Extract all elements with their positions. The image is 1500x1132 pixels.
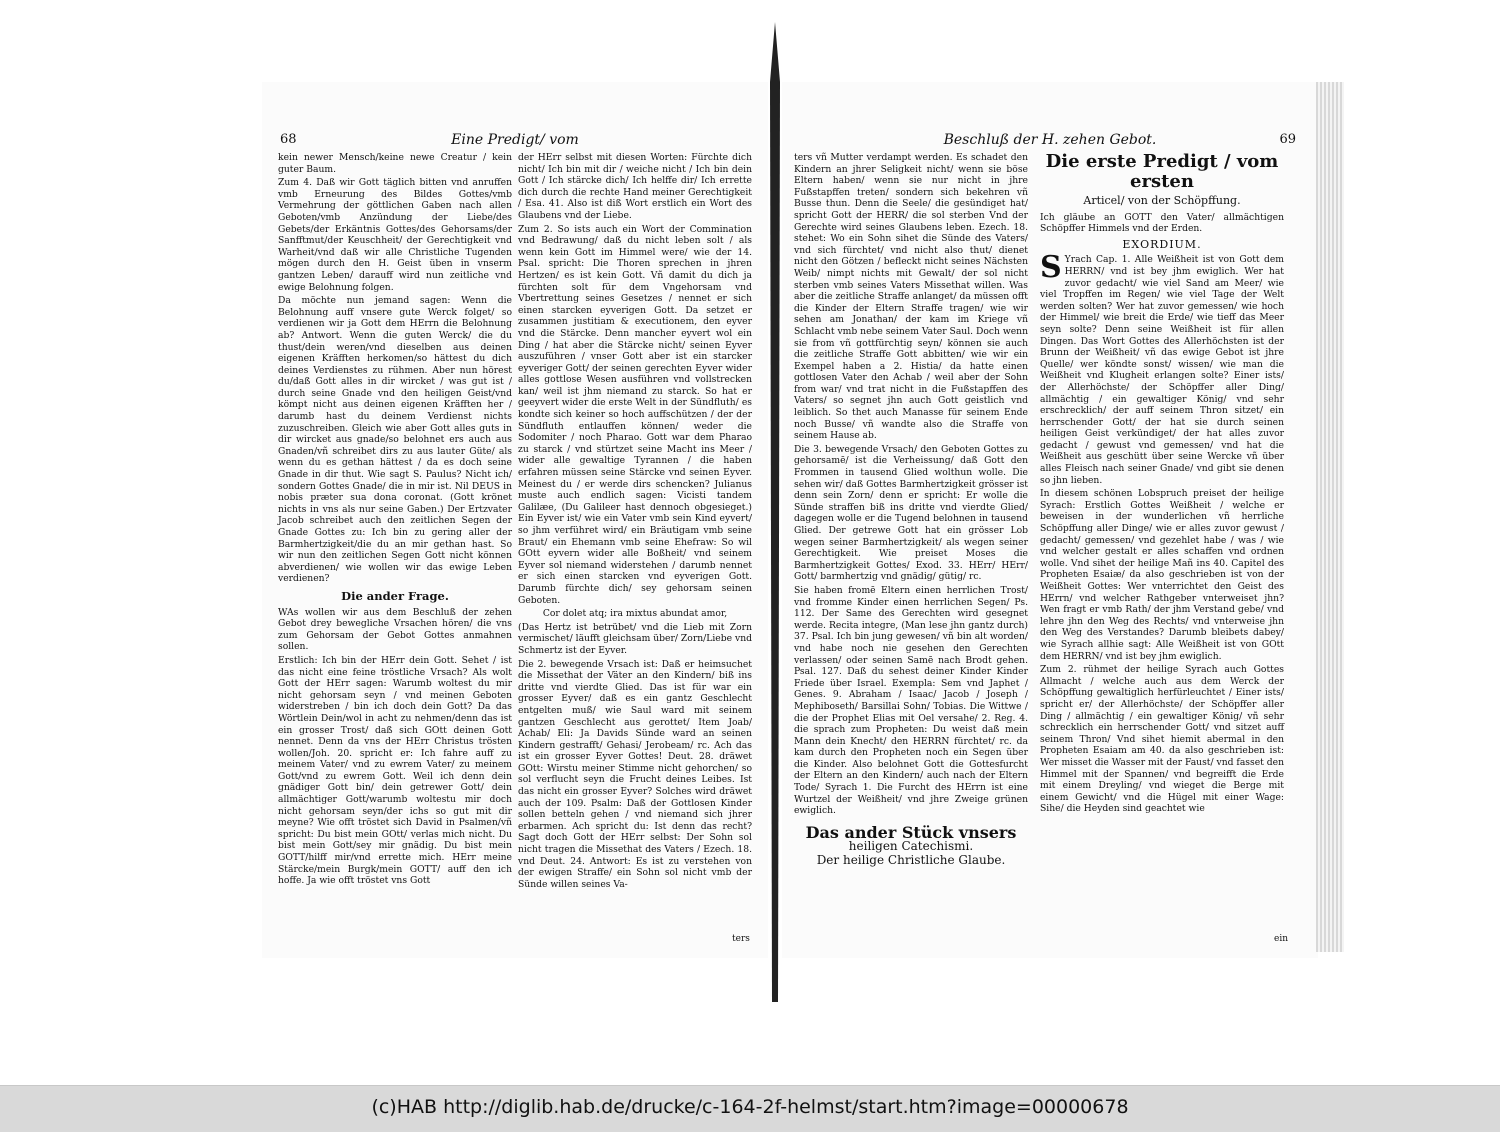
book-spread	[262, 82, 1344, 958]
drop-cap: S	[1040, 250, 1062, 286]
section-heading: Die ander Frage.	[341, 588, 449, 603]
paragraph: ters vñ Mutter verdampt werden. Es schadet den Kindern an jhrer Seligkeit nicht/ wenn sie böse Eltern haben/ wenn sie nur nicht in jhre Fußstapffen treten/ sondern sich bekehren vñ Busse thun. Denn die Seele/ die gesündiget hat/ spricht Gott der HERR/ die sol sterben Vnd der Gerechte wird seines Glaubens leben. Ezech. 18. stehet: Wo ein Sohn sihet die Sünde des Vaters/ vnd sich fürchtet/ vnd nicht also thut/ dienet nicht den Götzen / befleckt nicht seines Nächsten Weib/ nimpt nichts mit Gewalt/ der sol nicht sterben vmb seines Vaters Missethat willen. Was aber die zeitliche Straffe anlanget/ da müssen offt die Kinder der Eltern Straffe tragen/ wie wir sehen am Jonathan/ der kam im Kriege vñ Schlacht vmb nebe seinem Vater Saul. Doch wenn sie from vñ gottfürchtig seyn/ können sie auch die zeitliche Straffe Gott abbitten/ wie wir ein Exempel haben a 2. Histia/ da hatte einen gottlosen Vater den Achab / weil aber der Sohn from war/ vnd trat nicht in die Fußstapffen des Vaters/ so segnet jhn auch Gott geistlich vnd leiblich. So thet auch Manasse für seinem Ende noch Busse/ vñ wandte also die Straffe von seinem Hause ab.	[794, 152, 1029, 442]
paragraph: Die 3. bewegende Vrsach/ den Geboten Gottes zu gehorsamē/ ist die Verheissung/ daß Gott den Frommen in tausend Glied wolthun wolle. Die sehen wir/ daß Gottes Barmhertzigkeit grösser ist denn sein Zorn/ denn er spricht: Er wolle die Sünde straffen biß ins dritte vnd vierdte Glied/ dagegen wolle er die Tugend belohnen in tausend Glied. Der getrewe Gott hat ein grösser Lob wegen seiner Barmhertzigkeit/ als wegen seiner Gerechtigkeit. Wie preiset Moses die Barmhertzigkeit Gottes/ Exod. 33. HErr/ HErr/ Gott/ barmhertzig vnd gnädig/ gütig/ rc.	[794, 443, 1028, 583]
sermon-title: Die erste Predigt / vom ersten	[1045, 151, 1279, 192]
section-title: Das ander Stück vnsers	[805, 822, 1017, 842]
catchword: ein	[1274, 934, 1289, 944]
left-column-2	[518, 152, 752, 892]
book-spine	[767, 22, 783, 1002]
creed-lead: Ich gläube an GOTT den Vater/ allmächtigen Schöpffer Himmels vnd der Erden.	[1040, 211, 1284, 235]
paragraph: Da möchte nun jemand sagen: Wenn die Belohnung auff vnsere gute Werck folget/ so verdienen wir ja Gott dem HErrn die Belohnung ab? Antwort. Wenn die guten Werck/ die du thust/dein weren/vnd dieselben aus deinen eigenen Kräfften herkomen/so hättest du dich deines Verdienstes zu rühmen. Aber nun hörest du/daß Gott alles in dir wircket / was gut ist / durch seine Gnade vnd den heiligen Geist/vnd kömpt nicht aus deinen eigenen Kräfften her / darumb hast du deinem Verdienst nichts zuzuschreiben. Gleich wie aber Gott alles guts in dir wircket aus gnade/so belohnet ers auch aus Gnaden/vñ schreibet dirs zu aus lauter Güte/ als wenn du es gethan hättest / da es doch seine Gnade in dir thut. Wie sagt S. Paulus? Nicht ich/ sondern Gottes Gnade/ die in mir ist. Nil DEUS in nobis præter sua dona coronat. (Gott krönet nichts in vns als nur seine Gaben.) Der Ertzvater Jacob schreibet auch den zeitlichen Segen der Gnade Gottes zu: Ich bin zu gering aller der Barmhertzigkeit/die du an mir gethan hast. So wir nun den zeitlichen Segen Gott nicht können abverdienen/ wie wollen wir das ewige Leben verdienen?	[278, 295, 512, 585]
catchword: ters	[732, 934, 750, 944]
paragraph: Zum 2. rühmet der heilige Syrach auch Gottes Allmacht / welche auch aus dem Werck der Schöpffung gewaltiglich herfürleuchtet / Einer ists/ spricht er/ der Allerhöchste/ der Schöpffer aller Ding / allmächtig / ein gewaltiger König/ vñ sehr schrecklich ein herrschender Gott/ vnd sitzet auff seinem Thron/ Vnd sihet hiemit abermal in den Propheten Esaiam am 40. da also geschrieben ist: Wer misset die Wasser mit der Faust/ vnd fasset den Himmel mit der Spannen/ vnd begreifft die Erde mit einem Dreyling/ vnd wieget die Berge mit einem Gewicht/ vnd die Hügel mit einer Wage: Sihe/ die Heyden sind geachtet wie	[1040, 664, 1285, 815]
paragraph: der HErr selbst mit diesen Worten: Fürchte dich nicht/ Ich bin mit dir / weiche nicht / Ich bin dein Gott / Ich stärcke dich/ Ich helffe dir/ Ich errette dich durch die rechte Hand meiner Gerechtigkeit / Esa. 41. Also ist diß Wort erstlich ein Wort des Glaubens vnd der Liebe.	[518, 152, 752, 221]
section-subtitle: heiligen Catechismi.	[848, 839, 974, 854]
paragraph: WAs wollen wir aus dem Beschluß der zehen Gebot drey bewegliche Vrsachen hören/ die vns zum Gehorsam der Gebot Gottes anmahnen sollen.	[278, 606, 512, 653]
paragraph: Die 2. bewegende Vrsach ist: Daß er heimsuchet die Missethat der Väter an den Kindern/ biß ins dritte vnd vierdte Glied. Das ist für war ein grosser Eyver/ daß es ein gantz Geschlecht entgelten muß/ wie Saul ward mit seinem gantzen Geschlecht aus gerottet/ Item Joab/ Achab/ Eli: Ja Davids Sünde ward an seinen Kindern gestrafft/ Gehasi/ Jerobeam/ rc. Ach das ist ein grosser Eyver Gottes! Deut. 28. dräwet GOtt: Wirstu meiner Stimme nicht gehorchen/ so sol verflucht seyn die Frucht deines Leibes. Ist das nicht ein grosser Eyver? Solches wird dräwet auch der 109. Psalm: Daß der Gottlosen Kinder sollen betteln gehen / vnd niemand sich jhrer erbarmen. Ach spricht du: Ist denn das recht? Sagt doch Gott der HErr selbst: Der Sohn sol nicht tragen die Missethat des Vaters / Ezech. 18. vnd Deut. 24. Antwort: Es ist zu verstehen von der ewigen Straffe/ ein Sohn sol nicht vmb der Sünde willen seines Va-	[518, 658, 752, 890]
right-page-number: 69	[1279, 132, 1296, 147]
paragraph: Sie haben fromē Eltern einen herrlichen Trost/ vnd fromme Kinder einen herrlichen Segen/ Ps. 112. Der Same des Gerechten wird gesegnet werde. Recita integre, (Man lese jhn gantz durch) 37. Psal. Ich bin jung gewesen/ vñ bin alt worden/ vnd habe noch nie gesehen den Gerechten verlassen/ oder seinen Samē nach Brodt gehen. Psal. 127. Daß du sehest deiner Kinder Kinder Friede über Israel. Exempla: Sem vnd Japhet / Genes. 9. Abraham / Isaac/ Jacob / Joseph / Mephiboseth/ Barsillai Sohn/ Tobias. Die Wittwe / die der Prophet Elias mit Oel versahe/ 2. Reg. 4. die sprach zum Propheten: Du weist daß mein Mann dein Knecht/ den HERRN fürchtet/ rc. da kam durch den Propheten noch ein Segen über die Kinder. Also belohnet Gott die Gottesfurcht der Eltern an den Kindern/ auch nach der Eltern Tode/ Syrach 1. Die Furcht des HErrn ist eine Wurtzel der Weißheit/ vnd jhre Zweige grünen ewiglich.	[794, 584, 1028, 817]
latin-verse: Cor dolet atq; ira mixtus abundat amor,	[542, 608, 728, 620]
left-running-head: Eine Predigt/ vom	[451, 132, 579, 148]
paragraph: Yrach Cap. 1. Alle Weißheit ist von Gott dem HERRN/ vnd ist bey jhm ewiglich. Wer hat zuvor gedacht/ wie viel Sand am Meer/ wie viel Tropffen im Regen/ wie viel Tage der Welt werden solten? Wer hat zuvor gemessen/ wie hoch der Himmel/ wie breit die Erde/ wie tieff das Meer seyn solte? Denn seine Weißheit ist für allen Dingen. Das Wort Gottes des Allerhöchsten ist der Brunn der Weißheit/ vñ das ewige Gebot ist jhre Quelle/ wer köndte sonst/ wissen/ wie man die Weißheit vnd Klugheit erlangen solte? Einer ists/ der Allerhöchste/ der Schöpffer aller Ding/ allmächtig / ein gewaltiger König/ vnd sehr erschrecklich/ der auff seinem Thron sitzet/ ein herrschender Gott/ der hat sie durch seinen heiligen Geist verkündiget/ der hat alles zuvor gedacht / gewust vnd gemessen/ vnd hat die Weißheit aus geschütt über seine Wercke vñ über alles Fleisch nach seiner Gnade/ vnd gibt sie denen so jhn lieben.	[1040, 254, 1284, 486]
paragraph: In diesem schönen Lobspruch preiset der heilige Syrach: Erstlich Gottes Weißheit / welche er beweisen in der wunderlichen vñ herrliche Schöpffung aller Dinge/ wie er alles zuvor gewust / gedacht/ gemessen/ vnd gezehlet habe / was / wie vnd welcher gestalt er alles schaffen vnd ordnen wolle. Vnd sihet der heilige Mañ ins 40. Capitel des Propheten Esaiæ/ da also geschrieben ist von der Weißheit Gottes: Wer vnterrichtet den Geist des HErrn/ vnd welcher Rathgeber vnterweiset jhn? Wen fragt er vmb Rath/ der jhm Verstand gebe/ vnd lehre jhn den Weg des Rechts/ vnd vnterweise jhn den Weg des Verstandes? Darumb bleibets dabey/ wie Syrach allhie sagt: Alle Weißheit ist von GOtt dem HERRN/ vnd ist bey jhm ewiglich.	[1040, 488, 1284, 662]
right-page-header	[796, 132, 1304, 152]
left-column-1	[278, 152, 512, 889]
paragraph: Zum 4. Daß wir Gott täglich bitten vnd anruffen vmb Erneurung des Bildes Gottes/vmb Vermehrung der göttlichen Gaben nach allen Geboten/vmb Anzündung der Liebe/des Gebets/der Erkäntnis Gottes/des Gehorsams/der Sanfftmut/der Keuschheit/ der Gerechtigkeit vnd Warheit/vnd daß wir alle Christliche Tugenden mögen durch den H. Geist üben in vnserm gantzen Leben/ darauff wird nun zeitliche vnd ewige Belohnung folgen.	[278, 177, 512, 293]
citation-bar	[0, 1085, 1500, 1132]
paragraph: kein newer Mensch/keine newe Creatur / kein guter Baum.	[278, 152, 512, 175]
left-page-header	[276, 132, 754, 152]
right-column-1	[794, 152, 1028, 869]
left-page	[262, 82, 768, 958]
section-subtitle-2: Der heilige Christliche Glaube.	[816, 853, 1006, 868]
sermon-subtitle: Articel/ von der Schöpffung.	[1083, 194, 1241, 207]
citation-text: (c)HAB http://diglib.hab.de/drucke/c-164-2f-helmst/start.htm?image=00000678	[371, 1096, 1129, 1118]
right-running-head: Beschluß der H. zehen Gebot.	[943, 132, 1157, 148]
right-page	[782, 82, 1318, 958]
left-page-number: 68	[280, 132, 297, 147]
paragraph: (Das Hertz ist betrübet/ vnd die Lieb mit Zorn vermischet/ läufft gleichsam über/ Zorn/Liebe vnd Schmertz ist der Eyver.	[518, 621, 752, 656]
page-edges	[1316, 82, 1344, 952]
right-column-2	[1040, 152, 1284, 817]
paragraph: Erstlich: Ich bin der HErr dein Gott. Sehet / ist das nicht eine feine tröstliche Vrsach? Als wolt Gott der HErr sagen: Warumb woltest du mir nicht gehorsam seyn / vnd meinen Geboten widerstreben / bin ich doch dein Gott? Da das Wörtlein Dein/wol in acht zu nehmen/denn das ist ein grosser Trost/ daß sich GOtt deinen Gott nennet. Denn da vns der HErr Christus trösten wollen/Joh. 20. spricht er: Ich fahre auff zu meinem Vater/ vnd zu ewrem Vater/ zu meinem Gott/vnd zu ewrem Gott. Weil ich denn dein gnädiger Gott bin/ dein getrewer Gott/ dein allmächtiger Gott/warumb woltestu mir doch nicht gehorsam seyn/der ichs so gut mit dir meyne? Wie offt tröstet sich David in Psalmen/vñ spricht: Du bist mein GOtt/ verlas mich nicht. Du bist mein Gott/sey mir gnädig. Du bist mein GOTT/hilff mir/vnd errette mich. HErr meine Stärcke/mein Burgk/mein GOTT/ auff den ich hoffe. Ja wie offt tröstet vns Gott	[278, 654, 512, 887]
paragraph: Zum 2. So ists auch ein Wort der Commination vnd Bedrawung/ daß du nicht leben solt / als wenn kein Gott im Himmel were/ wie der 14. Psal. spricht: Die Thoren sprechen in jhren Hertzen/ es ist kein Gott. Vñ damit du dich ja fürchten solt für dem Vngehorsam vnd Vbertrettung seines Gesetzes / nennet er sich einen starcken eyverigen Gott. Da setzet er zusammen justitiam & executionem, den eyver vnd die Stärcke. Denn mancher eyvert wol ein Ding / hat aber die Stärcke nicht/ seinen Eyver auszuführen / vnser Gott aber ist ein starcker eyveriger Gott/ der seinen gerechten Eyver wider alles gottlose Wesen ausführen vnd vollstrecken kan/ weil ist jhm niemand zu starck. So hat er geeyvert wider die erste Welt in der Sündfluth/ es kondte sich keiner so hoch auffschützen / der der Sündfluth entlauffen können/ weder die Sodomiter / noch Pharao. Gott war dem Pharao zu starck / vnd stürtzet seine Macht ins Meer / wider alle gewaltige Tyrannen / die haben erfahren müssen seine Stärcke vnd seinen Eyver. Meinest du / er werde dirs schencken? Julianus muste auch endlich sagen: Vicisti tandem Galilæe, (Du Galileer hast dennoch obgesieget.) Ein Eyver ist/ wie ein Vater vmb sein Kind eyvert/ so jhm verführet wird/ ein Bräutigam vmb seine Braut/ ein Ehemann vmb seine Ehefraw: So wil GOtt eyvern wider alle Boßheit/ vnd seinem Eyver sol niemand widerstehen / darumb nennet er sich einen starcken vnd eyverigen Gott. Darumb fürchte dich/ sey gehorsam seinen Geboten.	[518, 223, 752, 606]
exordium-heading: EXORDIUM.	[1122, 237, 1202, 251]
